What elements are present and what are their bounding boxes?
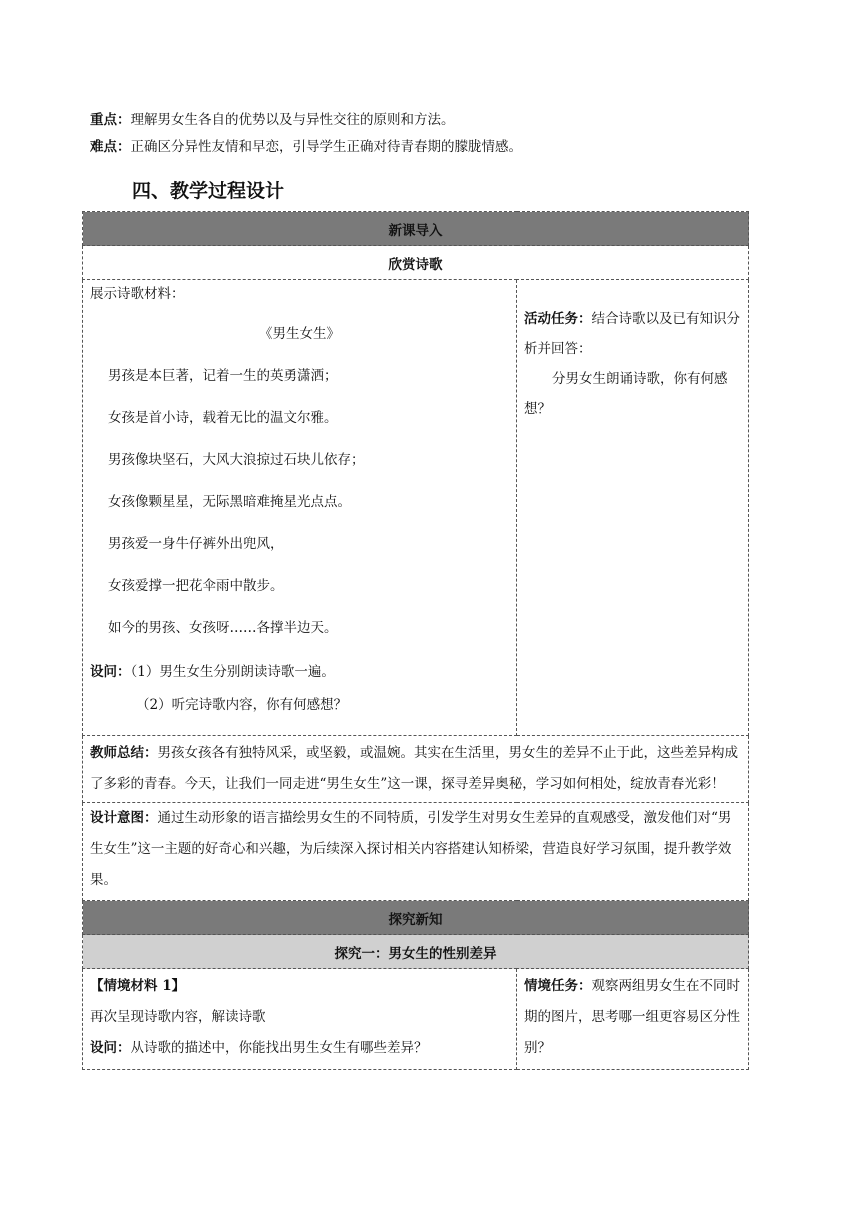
new-lesson-header: 新课导入 — [83, 212, 749, 246]
lesson-process-table — [82, 211, 749, 1070]
design-intent-label: 设计意图： — [90, 810, 158, 826]
situation-task-cell — [517, 969, 749, 1070]
poem-appreciation-header: 欣赏诗歌 — [83, 246, 749, 280]
design-intent-text: 通过生动形象的语言描绘男女生的不同特质，引发学生对男女生差异的直观感受，激发他们对“男生女生”这一主题的好奇心和兴趣，为后续深入探讨相关内容搭建认知桥梁，营造良好学习氛围，提升教学效果。 — [90, 810, 732, 888]
poem-question-2: （2）听完诗歌内容，你有何感想？ — [136, 697, 348, 713]
poem-cell — [83, 280, 517, 736]
poem-line: 女孩爱撑一把花伞雨中散步。 — [108, 578, 284, 594]
teacher-summary-text: 男孩女孩各有独特风采，或坚毅，或温婉。其实在生活里，男女生的差异不止于此，这些差异构成了多彩的青春。今天，让我们一同走进“男生女生”这一课，探寻差异奥秘，学习如何相处，绽放青春光彩！ — [90, 745, 738, 792]
poem-line: 女孩像颗星星，无际黑暗难掩星光点点。 — [108, 494, 351, 510]
poem-line: 男孩爱一身牛仔裤外出兜风， — [108, 536, 284, 552]
question-label: 设问： — [90, 664, 131, 680]
explore-header: 探究新知 — [83, 901, 749, 935]
poem-line: 男孩像块坚石，大风大浪掠过石块儿依存； — [108, 452, 365, 468]
activity-label: 活动任务： — [524, 311, 592, 327]
situation-task-text: 观察两组男女生在不同时期的图片，思考哪一组更容易区分性别？ — [524, 978, 740, 1056]
teacher-summary — [90, 738, 741, 800]
poem-line: 男孩是本巨著，记着一生的英勇潇洒； — [108, 368, 338, 384]
key-point-text: 理解男女生各自的优势以及与异性交往的原则和方法。 — [130, 112, 455, 128]
activity-task — [524, 304, 741, 364]
question-1-text: （1）男生女生分别朗读诗歌一遍。 — [130, 664, 335, 680]
section-heading: 四、教学过程设计 — [132, 180, 285, 202]
material-question — [90, 1033, 509, 1064]
poem-line: 如今的男孩、女孩呀……各撑半边天。 — [108, 620, 338, 636]
activity-text: 结合诗歌以及已有知识分析并回答： — [524, 311, 740, 357]
difficulty-text: 正确区分异性友情和早恋，引导学生正确对待青春期的朦胧情感。 — [130, 139, 522, 155]
situation-task-label: 情境任务： — [524, 978, 592, 994]
difficulty-line — [90, 138, 522, 156]
situation-task — [524, 971, 741, 1064]
poem-intro: 展示诗歌材料： — [90, 286, 185, 302]
activity-cell — [517, 280, 749, 736]
activity-question: 分男女生朗诵诗歌，你有何感想？ — [524, 371, 728, 417]
key-point-label: 重点： — [90, 112, 131, 128]
teacher-summary-cell — [83, 736, 749, 803]
poem-line: 女孩是首小诗，载着无比的温文尔雅。 — [108, 410, 338, 426]
material-question-label: 设问： — [90, 1040, 131, 1056]
key-point-line — [90, 111, 455, 129]
design-intent-cell — [83, 803, 749, 901]
material-cell — [83, 969, 517, 1070]
difficulty-label: 难点： — [90, 139, 131, 155]
teacher-summary-label: 教师总结： — [90, 745, 158, 761]
material-question-text: 从诗歌的描述中，你能找出男生女生有哪些差异？ — [130, 1040, 428, 1056]
explore-1-header: 探究一：男女生的性别差异 — [83, 935, 749, 969]
poem-title: 《男生女生》 — [259, 326, 340, 342]
design-intent — [90, 803, 741, 896]
poem-question-1 — [90, 662, 509, 682]
material-line: 再次呈现诗歌内容，解读诗歌 — [90, 1009, 266, 1025]
material-label: 【情境材料 1】 — [90, 978, 186, 994]
